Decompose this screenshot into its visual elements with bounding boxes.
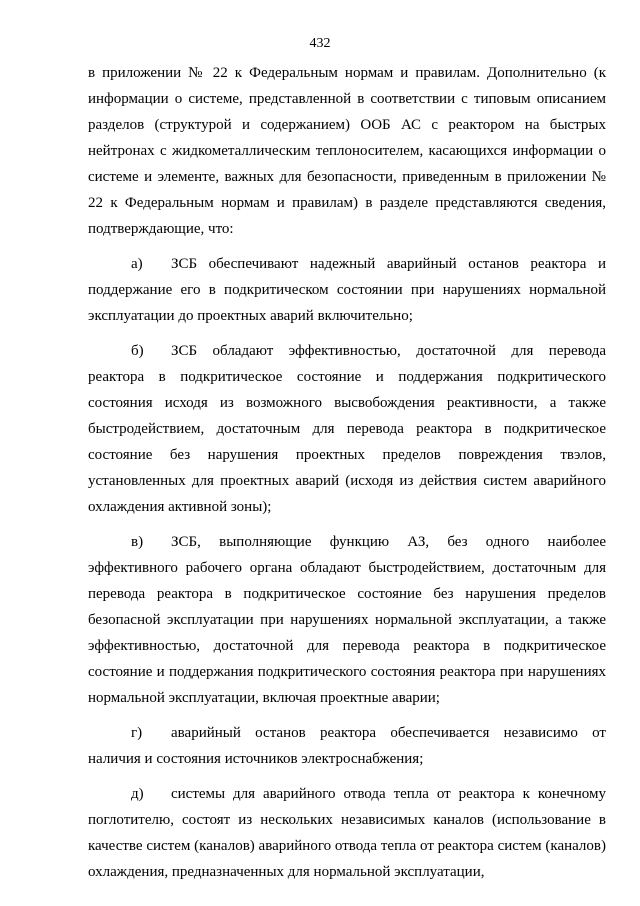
document-body bbox=[88, 60, 606, 885]
list-item-a bbox=[88, 251, 606, 329]
paragraph-text: системы для аварийного отвода тепла от реактора к конечному поглотителю, состоят из нескольких независимых каналов (использование в качестве систем (каналов) аварийного отвода тепла от реактора систем (каналов) охлаждения, предназначенных для нормальной эксплуатации, bbox=[88, 786, 606, 880]
list-item-g bbox=[88, 720, 606, 772]
list-marker: б) bbox=[131, 343, 144, 359]
list-marker: д) bbox=[131, 786, 144, 802]
paragraph-text: ЗСБ обладают эффективностью, достаточной для перевода реактора в подкритическое состояние и поддержания подкритического состояния исходя из возможного высвобождения реактивности, а также быстродействием, достаточным для перевода реактора в подкритическое состояние без нарушения проектных пределов повреждения твэлов, установленных для проектных аварий (исходя из действия систем аварийного охлаждения активной зоны); bbox=[88, 343, 606, 515]
paragraph-text: ЗСБ, выполняющие функцию АЗ, без одного наиболее эффективного рабочего органа обладают быстродействием, достаточным для перевода реактора в подкритическое состояние без нарушения пределов безопасной эксплуатации при нарушениях нормальной эксплуатации, а также эффективностью, достаточной для перевода реактора в подкритическое состояние и поддержания подкритического состояния реактора при нарушениях нормальной эксплуатации, включая проектные аварии; bbox=[88, 534, 606, 706]
paragraph-text: в приложении № 22 к Федеральным нормам и правилам. Дополнительно (к информации о системе, представленной в соответствии с типовым описанием разделов (структурой и содержанием) ООБ АС с реактором на быстрых нейтронах с жидкометаллическим теплоносителем, касающихся информации о системе и элементе, важных для безопасности, приведенным в приложении № 22 к Федеральным нормам и правилам) в разделе представляются сведения, подтверждающие, что: bbox=[88, 65, 606, 237]
paragraph-text: аварийный останов реактора обеспечивается независимо от наличия и состояния источников электроснабжения; bbox=[88, 725, 606, 767]
paragraph-text: ЗСБ обеспечивают надежный аварийный останов реактора и поддержание его в подкритическом состоянии при нарушениях нормальной эксплуатации до проектных аварий включительно; bbox=[88, 256, 606, 324]
list-item-d bbox=[88, 781, 606, 885]
page-number: 432 bbox=[309, 36, 331, 51]
list-marker: г) bbox=[131, 725, 143, 741]
list-item-b bbox=[88, 338, 606, 520]
list-marker: а) bbox=[131, 256, 143, 272]
intro-paragraph bbox=[88, 60, 606, 242]
list-item-v bbox=[88, 529, 606, 711]
list-marker: в) bbox=[131, 534, 144, 550]
